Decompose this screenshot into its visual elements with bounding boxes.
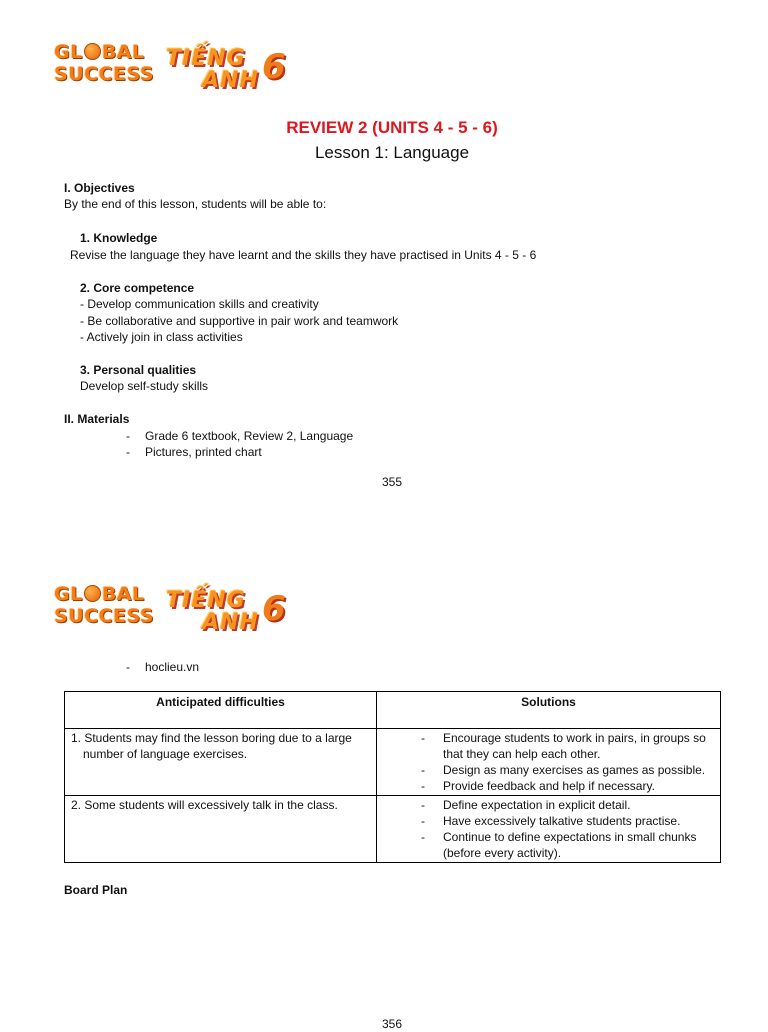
table-row (65, 729, 721, 796)
material-dash: - (126, 445, 130, 459)
success-logo-text: SUCCESS (54, 63, 154, 85)
core-item: - Be collaborative and supportive in pair work and teamwork (80, 314, 399, 328)
solution-item: - Encourage students to work in pairs, in groups so that they can help each other. (443, 730, 716, 762)
board-plan-heading: Board Plan (64, 883, 128, 897)
global-logo-text: GL BAL (54, 583, 145, 605)
solutions-list (377, 729, 720, 795)
core-item: - Actively join in class activities (80, 330, 243, 344)
tieng-anh-6-logo (166, 44, 296, 98)
difficulty-text: 1. Students may find the lesson boring due to a large number of language exercises. (71, 731, 352, 761)
tieng-anh-6-logo (166, 586, 296, 640)
solution-item: - Have excessively talkative students practise. (443, 813, 716, 829)
column-header-solutions: Solutions (377, 692, 721, 729)
global-logo-text: GL BAL (54, 41, 145, 63)
solutions-list (377, 796, 720, 862)
global-success-logo (54, 41, 154, 98)
materials-heading: II. Materials (64, 412, 130, 426)
solutions-cell (377, 796, 721, 863)
tieng-logo-text: TIẾNG (166, 46, 246, 71)
core-item: - Develop communication skills and creativity (80, 297, 319, 311)
success-logo-text: SUCCESS (54, 605, 154, 627)
personal-qualities-text: Develop self-study skills (80, 379, 209, 393)
material-dash: - (126, 660, 130, 674)
core-competence-heading: 2. Core competence (80, 281, 195, 295)
lesson-subtitle: Lesson 1: Language (314, 143, 470, 162)
six-logo-text: 6 (262, 47, 286, 87)
tieng-logo-text: TIẾNG (166, 588, 246, 613)
objectives-heading: I. Objectives (64, 181, 135, 195)
globe-icon (84, 585, 101, 602)
solution-item: - Provide feedback and help if necessary. (443, 778, 716, 794)
material-item: hoclieu.vn (145, 660, 200, 674)
solutions-cell (377, 729, 721, 796)
page-number: 355 (382, 475, 403, 489)
solution-item: - Define expectation in explicit detail. (443, 797, 716, 813)
solution-item: - Continue to define expectations in small chunks (before every activity). (443, 829, 716, 861)
difficulty-cell (65, 796, 377, 863)
knowledge-text: Revise the language they have learnt and the skills they have practised in Units 4 - 5 - 6 (70, 248, 537, 262)
material-item: Pictures, printed chart (145, 445, 262, 459)
globe-icon (84, 43, 101, 60)
material-item: Grade 6 textbook, Review 2, Language (145, 429, 354, 443)
anh-logo-text: ANH (202, 610, 259, 635)
page-number: 356 (382, 1017, 403, 1031)
global-success-logo (54, 583, 154, 640)
difficulty-cell (65, 729, 377, 796)
lesson-title: REVIEW 2 (UNITS 4 - 5 - 6) (286, 118, 498, 137)
table-row (65, 796, 721, 863)
knowledge-heading: 1. Knowledge (80, 231, 158, 245)
column-header-difficulties: Anticipated difficulties (65, 692, 377, 729)
solution-item: - Design as many exercises as games as possible. (443, 762, 716, 778)
difficulties-table (64, 691, 721, 863)
six-logo-text: 6 (262, 589, 286, 629)
table-header-row (65, 692, 721, 729)
difficulty-text: 2. Some students will excessively talk in the class. (71, 798, 338, 812)
material-dash: - (126, 429, 130, 443)
objectives-intro: By the end of this lesson, students will be able to: (64, 197, 327, 211)
anh-logo-text: ANH (202, 68, 259, 93)
personal-qualities-heading: 3. Personal qualities (80, 363, 197, 377)
